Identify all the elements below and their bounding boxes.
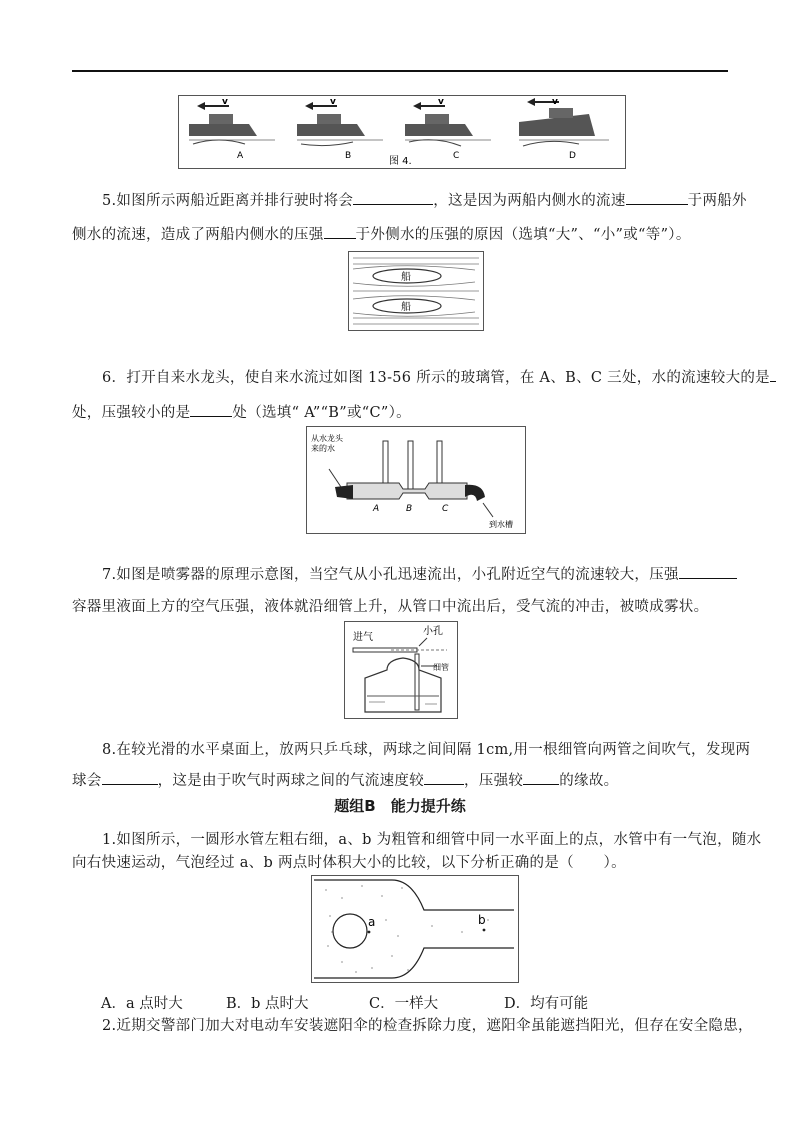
b1-line2: 向右快速运动，气泡经过 a、b 两点时体积大小的比较，以下分析正确的是（ ）。 [72, 855, 626, 871]
q5-blank-2[interactable] [626, 190, 688, 205]
q8-blank-3[interactable] [523, 770, 559, 785]
point-a-label: a [368, 915, 376, 929]
inlet-label-1: 从水龙头 [311, 434, 343, 443]
ship-label-top: 船 [401, 272, 411, 283]
velocity-label-d: v [552, 97, 558, 107]
option-d[interactable]: D．均有可能 [504, 996, 589, 1012]
boat-d-icon [519, 98, 609, 146]
sprayer-hole-label: 小孔 [423, 626, 443, 637]
b1-line1: 1.如图所示，一圆形水管左粗右细，a、b 为粗管和细管中同一水平面上的点，水管中有一气泡，随水 [102, 832, 762, 848]
q5-line1: 5.如图所示两船近距离并排行驶时将会 ，这是因为两船内侧水的流速 于两船外 [102, 190, 747, 211]
sprayer-inlet-label: 进气 [353, 632, 373, 643]
q6-line1: 6．打开自来水龙头，使自来水流过如图 13-56 所示的玻璃管，在 A、B、C 三处，水的流速较大的是 [102, 367, 776, 388]
bubble-pipe-figure [311, 875, 519, 983]
boat-label-b: B [345, 151, 352, 161]
q8-blank-2[interactable] [424, 770, 464, 785]
q7-blank-1[interactable] [679, 564, 737, 579]
ships-figure [348, 251, 484, 331]
boat-label-c: C [453, 151, 460, 161]
q5-blank-3[interactable] [324, 224, 356, 239]
q6-line2: 处，压强较小的是 处（选填“ A”“B”或“C”）。 [72, 402, 411, 423]
faucet-hose-icon [335, 485, 353, 499]
outlet-hose-icon [465, 485, 485, 501]
q7-line1: 7.如图是喷雾器的原理示意图，当空气从小孔迅速流出，小孔附近空气的流速较大，压强 [102, 564, 737, 585]
boat-c-icon [405, 102, 491, 146]
boats-figure [178, 95, 626, 169]
boat-label-d: D [569, 151, 576, 161]
sprayer-tube-label: 细管 [433, 663, 449, 672]
section-title: 题组B 能力提升练 [334, 797, 466, 815]
q8-blank-1[interactable] [102, 770, 158, 785]
bubble-icon [333, 914, 367, 948]
q5-blank-1[interactable] [353, 190, 433, 205]
pipe-point-b: B [406, 504, 413, 514]
velocity-label-a: v [222, 97, 228, 107]
velocity-label-b: v [330, 97, 336, 107]
outlet-label: 到水槽 [489, 520, 513, 529]
q6-blank-1[interactable] [770, 367, 776, 382]
sprayer-figure [344, 621, 458, 719]
q6-blank-2[interactable] [190, 402, 232, 417]
option-b[interactable]: B．b 点时大 [226, 996, 309, 1012]
q7-line2: 容器里液面上方的空气压强，液体就沿细管上升，从管口中流出后，受气流的冲击，被喷成雾状。 [72, 599, 709, 615]
option-c[interactable]: C．一样大 [369, 996, 439, 1012]
ship-label-bottom: 船 [401, 302, 411, 313]
pipe-figure [306, 426, 526, 534]
q5-line2: 侧水的流速，造成了两船内侧水的压强 于外侧水的压强的原因（选填“大”、“小”或“等”）。 [72, 224, 691, 245]
boat-a-icon [189, 102, 275, 144]
boat-label-a: A [237, 151, 244, 161]
boat-b-icon [297, 102, 383, 146]
pipe-point-c: C [442, 504, 449, 514]
q8-line2: 球会 ，这是由于吹气时两球之间的气流速度较 ，压强较 的缘故。 [72, 770, 618, 791]
header-rule [72, 70, 728, 72]
point-b-label: b [478, 913, 486, 927]
q8-line1: 8.在较光滑的水平桌面上，放两只乒乓球，两球之间间隔 1cm,用一根细管向两管之间吹气，发现两 [102, 742, 751, 758]
velocity-label-c: v [438, 97, 444, 107]
inlet-label-2: 来的水 [311, 444, 335, 453]
option-a[interactable]: A．a 点时大 [101, 996, 183, 1012]
pipe-point-a: A [373, 504, 380, 514]
b2-line1: 2.近期交警部门加大对电动车安装遮阳伞的检查拆除力度，遮阳伞虽能遮挡阳光，但存在安全隐患， [102, 1018, 753, 1034]
boats-caption: 图 4. [389, 156, 412, 167]
